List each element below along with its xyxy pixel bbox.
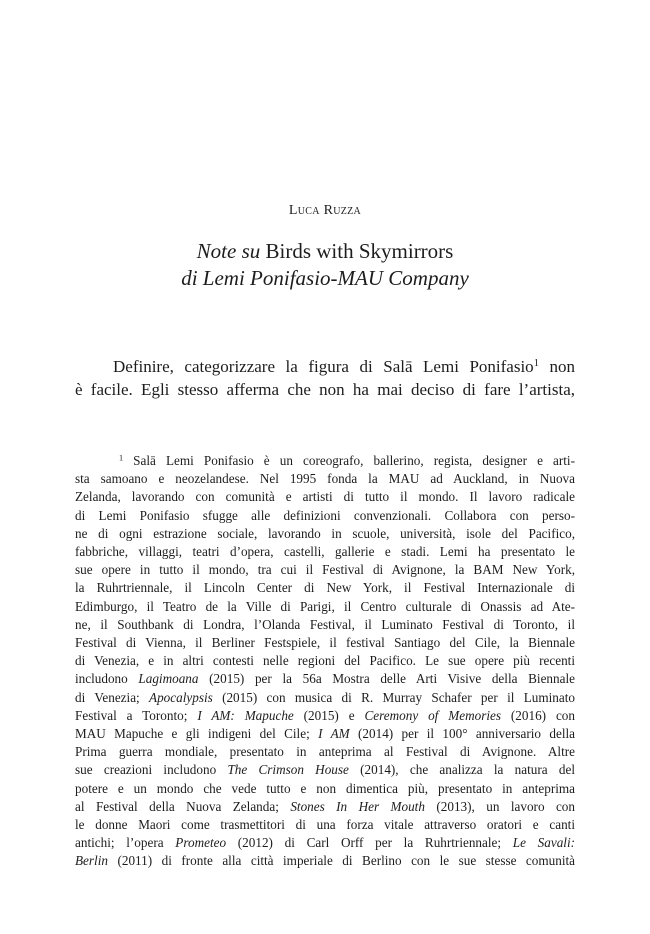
footnote-line [75, 816, 575, 834]
footnote-line [75, 598, 575, 616]
footnote-line [75, 725, 575, 743]
body-line [75, 355, 575, 378]
footnote [75, 452, 575, 871]
footnote-line [75, 579, 575, 597]
footnote-line [75, 689, 575, 707]
footnote-line [75, 634, 575, 652]
title-line-1 [0, 238, 650, 265]
footnote-text: (2014), che analizza la natura del [348, 762, 575, 778]
footnote-line [75, 780, 575, 798]
title-line-2 [0, 265, 650, 292]
footnote-line [75, 488, 575, 506]
footnote-line [75, 561, 575, 579]
footnote-text: la Ruhrtriennale, il Lincoln Center di New York, il Festival Internazionale di [75, 580, 575, 596]
footnote-line [75, 852, 575, 870]
chapter-title [0, 238, 650, 292]
footnote-text: sta samoano e neozelandese. Nel 1995 fonda la MAU ad Auckland, in Nuova [75, 471, 575, 487]
footnote-work-title: Ceremony of Memories [364, 707, 501, 723]
footnote-text: di Venezia, e in altri contesti nelle regioni del Pacifico. Le sue opere più recenti [75, 653, 575, 669]
body-paragraph [75, 355, 575, 401]
footnote-line [75, 652, 575, 670]
footnote-text: (2013), un lavoro con [424, 798, 575, 814]
footnote-line [75, 507, 575, 525]
footnote-line [75, 543, 575, 561]
footnote-work-title: Le Savali: [512, 835, 576, 851]
footnote-work-title: Apocalypsis [149, 689, 213, 705]
footnote-text: includono [75, 671, 139, 687]
footnote-line [75, 707, 575, 725]
footnote-marker: 1 [119, 453, 124, 463]
footnote-text: (2016) con [501, 707, 575, 723]
footnote-work-title: The Crimson House [227, 762, 349, 778]
footnote-text: di Venezia; [75, 689, 150, 705]
footnote-text: ne, il Southbank di Londra, l’Olanda Festival, il Luminato Festival di Toronto, il [75, 616, 575, 632]
footnote-text: sue creazioni includono [75, 762, 228, 778]
footnote-reference: 1 [533, 358, 539, 370]
footnote-line [75, 470, 575, 488]
footnote-work-title: I AM [318, 726, 350, 742]
footnote-text: (2014) per il 100° anniversario della [349, 726, 576, 742]
footnote-line [75, 452, 575, 470]
body-text: Definire, categorizzare la figura di Salā Lemi Ponifasio [113, 357, 534, 376]
footnote-text: le donne Maori come trasmettitori di una forza vitale attraverso oratori e canti [75, 817, 575, 833]
footnote-text: di Lemi Ponifasio sfugge alle definizioni convenzionali. Collabora con perso- [75, 507, 575, 523]
footnote-line [75, 798, 575, 816]
footnote-text: antichi; l’opera [75, 835, 176, 851]
footnote-text: (2015) e [293, 707, 365, 723]
author-name: Luca Ruzza [288, 203, 362, 218]
footnote-text: Festival di Vienna, il Berliner Festspiele, il festival Santiago del Cile, la Biennale [75, 635, 575, 651]
footnote-line [75, 525, 575, 543]
footnote-text: (2011) di fronte alla città imperiale di Berlino con le sue stesse comunità [107, 853, 575, 869]
footnote-work-title: Lagimoana [138, 671, 199, 687]
footnote-line [75, 743, 575, 761]
footnote-text: Zelanda, lavorando con comunità e artisti di tutto il mondo. Il lavoro radicale [75, 489, 575, 505]
footnote-line [75, 616, 575, 634]
footnote-line [75, 834, 575, 852]
title-italic-part: Note su [196, 239, 261, 263]
title-subtitle: di Lemi Ponifasio-MAU Company [181, 266, 469, 290]
footnote-work-title: Prometeo [175, 835, 227, 851]
footnote-work-title: I AM: Mapuche [197, 707, 294, 723]
footnote-text: Edimburgo, il Teatro de la Ville di Parigi, il Centro culturale di Onassis ad Ate- [75, 598, 575, 614]
footnote-text: fabbriche, villaggi, teatri d’opera, castelli, gallerie e stadi. Lemi ha presentato le [75, 544, 575, 560]
footnote-line [75, 670, 575, 688]
footnote-text: Salā Lemi Ponifasio è un coreografo, ballerino, regista, designer e arti- [123, 453, 575, 468]
footnote-work-title: Berlin [75, 853, 108, 869]
footnote-text: potere e un mondo che vede tutto e non dimentica più, presentato in anteprima [75, 780, 575, 796]
footnote-work-title: Stones In Her Mouth [290, 798, 425, 814]
body-text: non [538, 357, 575, 376]
footnote-text: sue opere in tutto il mondo, tra cui il Festival di Avignone, la BAM New York, [75, 562, 575, 578]
footnote-text: (2015) per la 56a Mostra delle Arti Visive della Biennale [198, 671, 575, 687]
footnote-text: ne di ogni estrazione sociale, lavorando in scuole, università, isole del Pacifico, [75, 525, 575, 541]
footnote-text: al Festival della Nuova Zelanda; [75, 798, 291, 814]
footnote-text: (2012) di Carl Orff per la Ruhrtriennale; [226, 835, 513, 851]
footnote-text: (2015) con musica di R. Murray Schafer per il Luminato [212, 689, 575, 705]
footnote-text: Festival a Toronto; [75, 707, 198, 723]
footnote-line [75, 761, 575, 779]
body-line: è facile. Egli stesso afferma che non ha mai deciso di fare l’artista, [75, 380, 575, 399]
title-roman-part: Birds with Skymirrors [260, 239, 454, 263]
footnote-text: MAU Mapuche e gli indigeni del Cile; [75, 726, 319, 742]
footnote-text: Prima guerra mondiale, presentato in anteprima al Festival di Avignone. Altre [75, 744, 575, 760]
